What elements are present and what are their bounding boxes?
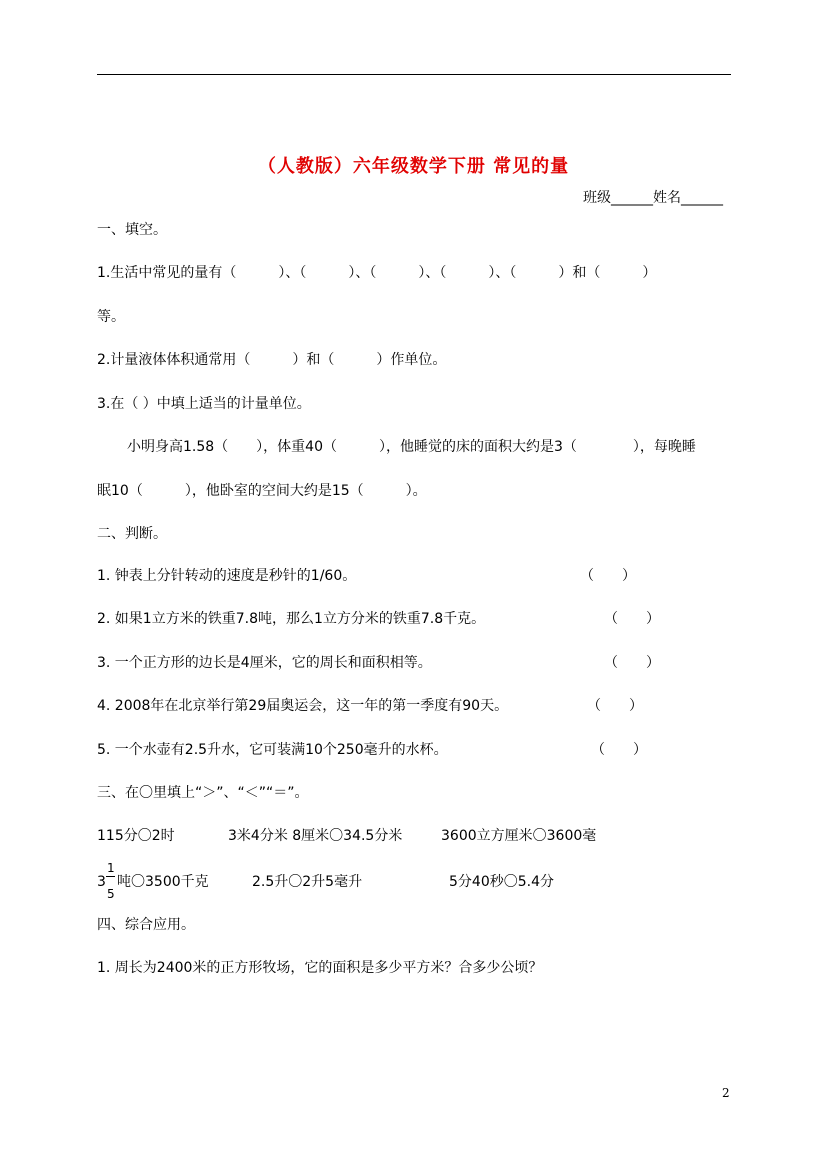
judge-item-paren: （ ） — [587, 698, 643, 714]
judge-item-text: 3. 一个正方形的边长是4厘米，它的周长和面积相等。 — [97, 655, 432, 671]
class-name-line: 班级______姓名______ — [583, 190, 723, 206]
s1-q2: 2.计量液体体积通常用（ ）和（ ）作单位。 — [97, 352, 447, 368]
judge-item-paren: （ ） — [604, 655, 660, 671]
s1-q3-line1: 小明身高1.58（ ），体重40（ ），他睡觉的床的面积大约是3（ ），每晚睡 — [127, 439, 696, 455]
s1-q3-line2: 眠10（ ），他卧室的空间大约是15（ ）。 — [97, 483, 427, 499]
judge-item-paren: （ ） — [580, 568, 636, 584]
s1-q1: 1.生活中常见的量有（ ）、（ ）、（ ）、（ ）、（ ）和（ ） — [97, 265, 657, 281]
s4-q1: 1. 周长为2400米的正方形牧场，它的面积是多少平方米？合多少公顷？ — [97, 960, 543, 976]
judge-item-text: 2. 如果1立方米的铁重7.8吨，那么1立方分米的铁重7.8千克。 — [97, 611, 486, 627]
judge-item-text: 4. 2008年在北京举行第29届奥运会，这一年的第一季度有90天。 — [97, 698, 509, 714]
mixed-number-whole: 3 — [97, 874, 106, 890]
s1-q3: 3.在（ ）中填上适当的计量单位。 — [97, 396, 311, 412]
judge-item-text: 1. 钟表上分针转动的速度是秒针的1/60。 — [97, 568, 357, 584]
judge-item-text: 5. 一个水壶有2.5升水，它可装满10个250毫升的水杯。 — [97, 742, 448, 758]
compare-item: 2.5升〇2升5毫升 — [252, 874, 363, 890]
s1-q1-cont: 等。 — [97, 309, 125, 325]
section3-heading: 三、在〇里填上“＞”、“＜”“＝”。 — [97, 785, 309, 801]
section2-heading: 二、判断。 — [97, 526, 167, 542]
judge-item-paren: （ ） — [591, 742, 647, 758]
compare-item: 3600立方厘米〇3600毫 — [441, 828, 597, 844]
page-number: 2 — [722, 1086, 730, 1100]
header-rule — [97, 74, 731, 75]
compare-item: 115分〇2时 — [97, 828, 175, 844]
fraction-bar — [106, 876, 115, 877]
section1-heading: 一、填空。 — [97, 222, 167, 238]
compare-item: 吨〇3500千克 — [117, 874, 209, 890]
section4-heading: 四、综合应用。 — [97, 917, 195, 933]
fraction-numerator: 1 — [107, 861, 115, 875]
judge-item-paren: （ ） — [604, 611, 660, 627]
compare-item: 5分40秒〇5.4分 — [449, 874, 554, 890]
page-title: （人教版）六年级数学下册 常见的量 — [257, 156, 570, 177]
fraction-denominator: 5 — [107, 887, 115, 901]
compare-item: 3米4分米 8厘米〇34.5分米 — [228, 828, 403, 844]
